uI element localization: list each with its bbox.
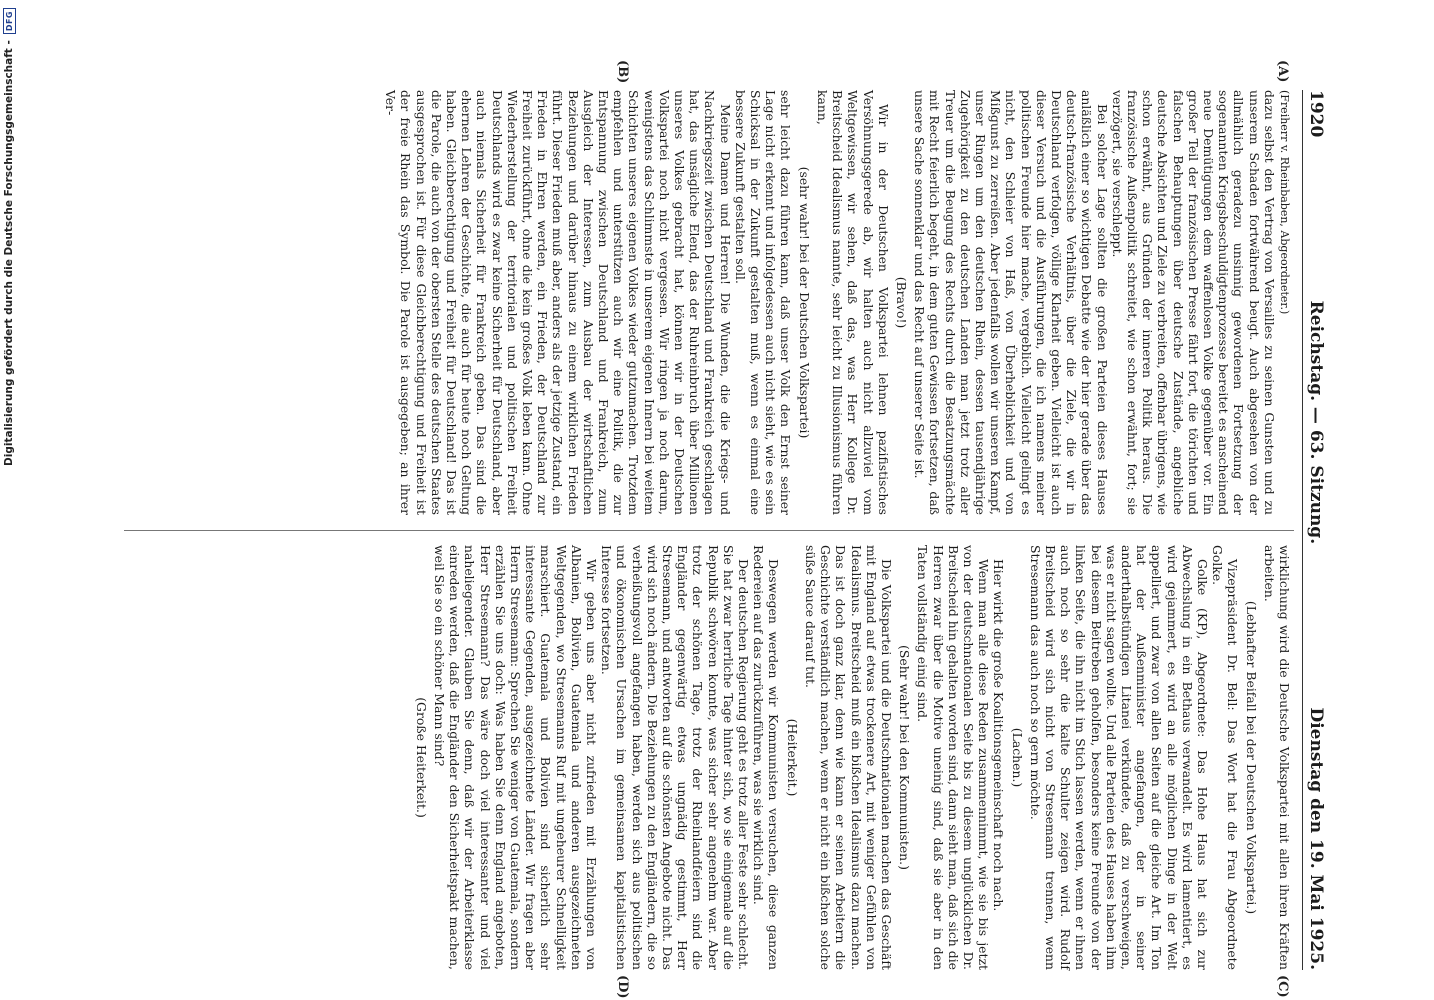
paragraph: Wenn man alle diese Reden zusammennimmt, wie sie bis jetzt von der deutschnationalen Seite bis zu diesem unglücklichen Dr. Breitscheid hin gehalten worden sind, dann sieht man, daß sich die Herren zwar über die Motive uneinig sind, daß sie aber in den Taten vollständig einig sind. (915, 545, 992, 970)
header-title: Reichstag. — 63. Sitzung. (1306, 300, 1326, 545)
page-header (1302, 90, 1330, 970)
interjection: (Große Heiterkeit.) (413, 697, 429, 818)
speaker-line: (Freiherr v. Rheinbaben, Abgeordneter.) (1278, 90, 1291, 315)
paragraph: Deswegen werden wir Kommunisten versuchen, diese ganzen Redereien auf das zurückzuführen, was sie wirklich sind. (751, 545, 782, 970)
presidium-line: Vizepräsident Dr. Bell: Das Wort hat die Frau Abgeordnete Golke. (1210, 545, 1241, 970)
page-number: 1920 (1306, 90, 1326, 138)
interjection: (Sehr wahr! bei den Kommunisten.) (897, 645, 913, 870)
margin-marker-b: (B) (615, 60, 630, 84)
paragraph: Wir in der Deutschen Volkspartei lehnen pazifistisches Versöhnungsgerede ab, wir halten auch nicht allzuviel vom Weltgewissen, wir sehen, daß das, was Herr Kollege Dr. Breitscheid Idealismus nannte, sehr leicht zu Illusionismus führen kann, (814, 90, 891, 515)
paragraph: wirklichung wird die Deutsche Volkspartei mit allen ihren Kräften arbeiten. (1261, 545, 1292, 970)
column-divider (124, 530, 1294, 531)
header-date: Dienstag den 19. Mai 1925. (1306, 707, 1326, 970)
paragraph: Wir geben uns aber nicht zufrieden mit Erzählungen von Albanien, Bolivien, Guatemala und anderen ausgezeichneten Weltgegenden, wo Stresemanns Ruf mit ungeheurer Schnelligkeit marschiert. Guatemala und Bolivien sind sicherlich sehr interessante Gegenden, ausgezeichnete Länder. Wir fragen aber Herrn Stresemann: Sprechen Sie weniger von Guatemala, sondern erzählen Sie uns doch: Was haben Sie denn England angeboten, Herr Stresemann? Das wäre doch viel interessanter und viel naheliegender. Glauben Sie denn, daß wir der Arbeiterklasse einreden werden, daß die Engländer den Sicherheitspakt machen, weil Sie so ein schöner Mann sind? (432, 545, 600, 970)
right-column (411, 545, 1292, 970)
margin-marker-a: (A) (1275, 60, 1290, 83)
interjection: (Heiterkeit.) (784, 718, 800, 797)
paragraph: sehr leicht dazu führen kann, daß unser Volk den Ernst seiner Lage nicht erkennt und infolgedessen auch nicht sieht, wie es sein Schicksal in der Zukunft gestalten muß, wenn es einmal eine bessere Zukunft gestalten soll. (732, 90, 794, 515)
interjection: (Bravo!) (893, 276, 909, 329)
paragraph: Die Volkspartei und die Deutschnationalen machen das Geschäft mit England auf etwas trockenere Art, mit weniger Gefühlen von Idealismus. Breitscheid muß ein bißchen Idealismus dazu machen. Das ist doch ganz klar, denn wie kann er seinen Arbeitern die Geschichte verständlich machen, wenn er nicht ein bißchen solche süße Sauce darauf tut. (802, 545, 894, 970)
paragraph: Meine Damen und Herren! Die Wunden, die die Kriegs- und Nachkriegszeit zwischen Deutschland und Frankreich geschlagen hat, das unsägliche Elend, das der Ruhreinbruch über Millionen unseres Volkes gebracht hat, können wir in der Deutschen Volkspartei noch nicht vergessen. Wir ringen ja noch darum, wenigstens das Schlimmste in unserem eigenen Innern bei weitem Schichten unseres eigenen Volkes wieder gutzumachen. Trotzdem empfehlen und unterstützen auch wir eine Politik, die zur Entspannung zwischen Deutschland und Frankreich, zum Ausgleich der Interessen, zum Ausbau der wirtschaftlichen Beziehungen und darüber hinaus zu einem wirklichen Frieden führt. Dieser Frieden muß aber, anders als der jetzige Zustand, ein Frieden in Ehren werden, ein Frieden, der Deutschland zur Freiheit zurückführt, ohne die kein großes Volk leben kann. Ohne Wiederherstellung der territorialen und politischen Freiheit Deutschlands wird es zwar keine Sicherheit für Deutschland, aber auch niemals Sicherheit für Frankreich geben. Das sind die ehernen Lehren der Geschichte, die auch für heute noch Geltung haben. Gleichberechtigung und Freiheit für Deutschland! Das ist die Parole, die auch von der obersten Stelle des deutschen Staates ausgesprochen ist. Für diese Gleichberechtigung und Freiheit ist der freie Rhein das Symbol. Die Parole ist ausgegeben; an ihrer Ver- (383, 90, 733, 515)
dfg-logo: DFG (3, 8, 16, 34)
side-caption (2, 0, 16, 1000)
document-page (115, 60, 1330, 999)
interjection: (sehr wahr! bei der Deutschen Volkspartei) (796, 166, 812, 439)
paragraph: dazu selbst den Vertrag von Versailles zu seinen Gunsten und zu unserem Schaden fortwährend beugt. Auch abgesehen von der allmählich geradezu unsinnig gewordenen Fortsetzung der sogenannten Kriegsbeschuldigtenprozesse bereitet es anscheinend neue Demütigungen dem waffenlosen Volke gegenüber vor. Ein großer Teil der französischen Presse fährt fort, die törichten und falschen Behauptungen über deutsche Zustände, angebliche deutsche Absichten und Ziele zu verbreiten, offenbar übrigens, wie schon erwähnt, aus Gründen der inneren Politik heraus. Die französische Außenpolitik schreitet, wie schon erwähnt, fort; sie verzögert, sie verschleppt. (1109, 90, 1277, 515)
paragraph: Hier wirkt die große Koalitionsgemeinschaft noch nach. (991, 559, 1007, 912)
margin-marker-c: (C) (1275, 975, 1290, 998)
caption-text: Digitalisierung gefördert durch die Deutsche Forschungsgemeinschaft - (3, 40, 15, 466)
interjection: (Lachen.) (1009, 727, 1025, 788)
left-column (383, 90, 1292, 515)
margin-marker-d: (D) (615, 975, 630, 999)
paragraph: Golke (KP), Abgeordnete: Das Hohe Haus hat sich zur Abwechslung in ein Bethaus verwandelt. Es wird lamentiert, es wird gejammert, es wird an alle möglichen Dinge in der Welt appelliert, und zwar von allen Seiten auf die gleiche Art. Im Ton hat der Außenminister angefangen, der in seiner anderthalbstündigen Litanei verkündete, daß zu verschweigen, was er nicht sagen wollte. Und alle Parteien des Hauses haben ihm bei diesem Beitreben geholfen, besonders keine Freunde von der linken Seite, die ihn nicht im Stich lassen werden, wenn er ihnen auch noch so sehr die kalte Schulter zeigen wird. Rudolf Breitscheid wird sich nicht von Stresemann trennen, wenn Stresemann das auch noch so gern möchte. (1027, 545, 1210, 970)
paragraph: Der deutschen Regierung geht es trotz aller Feste sehr schlecht. Sie hat zwar herrliche Tage hinter sich, wo sie einigemale auf die Republik schwören konnte, was sicher sehr angenehm war. Aber trotz der schönen Tage, trotz der Rheinlandfeiern sind die Engländer gegenwärtig etwas ungnädig gestimmt, Herr Stresemann, und antworten auf die schönsten Angebote nicht. Das wird sich noch ändern. Die Beziehungen zu den Engländern, die so verheißungsvoll angefangen haben, werden sich aus politischen und ökonomischen Ursachen im gemeinsamen kapitalistischen Interesse fortsetzen. (599, 545, 752, 970)
paragraph: Bei solcher Lage sollten die großen Parteien dieses Hauses anläßlich einer so wichtigen Debatte wie der hier gerade über das deutsch-französische Verhältnis, über die Ziele, die wir in Deutschland verfolgen, völlige Klarheit geben. Vielleicht ist auch dieser Versuch und die Ausführungen, die ich namens meiner politischen Freunde hier mache, vergeblich. Vielleicht gelingt es nicht, den Schleier von Haß, von Überheblichkeit und von Mißgunst zu zerreißen. Aber jedenfalls wollen wir unseren Kampf, unser Ringen um den deutschen Rhein, dessen tausendjährige Zugehörigkeit zu den deutschen Landen man jetzt trotz aller Treuer um die Beugung des Rechts durch die Besatzungsmächte mit Recht feierlich begeht, in dem guten Gewissen fortsetzen, daß unsere Sache sonnenklar und das Recht auf unserer Seite ist. (912, 90, 1110, 515)
interjection: (Lebhafter Beifall bei der Deutschen Volkspartei.) (1243, 600, 1259, 915)
